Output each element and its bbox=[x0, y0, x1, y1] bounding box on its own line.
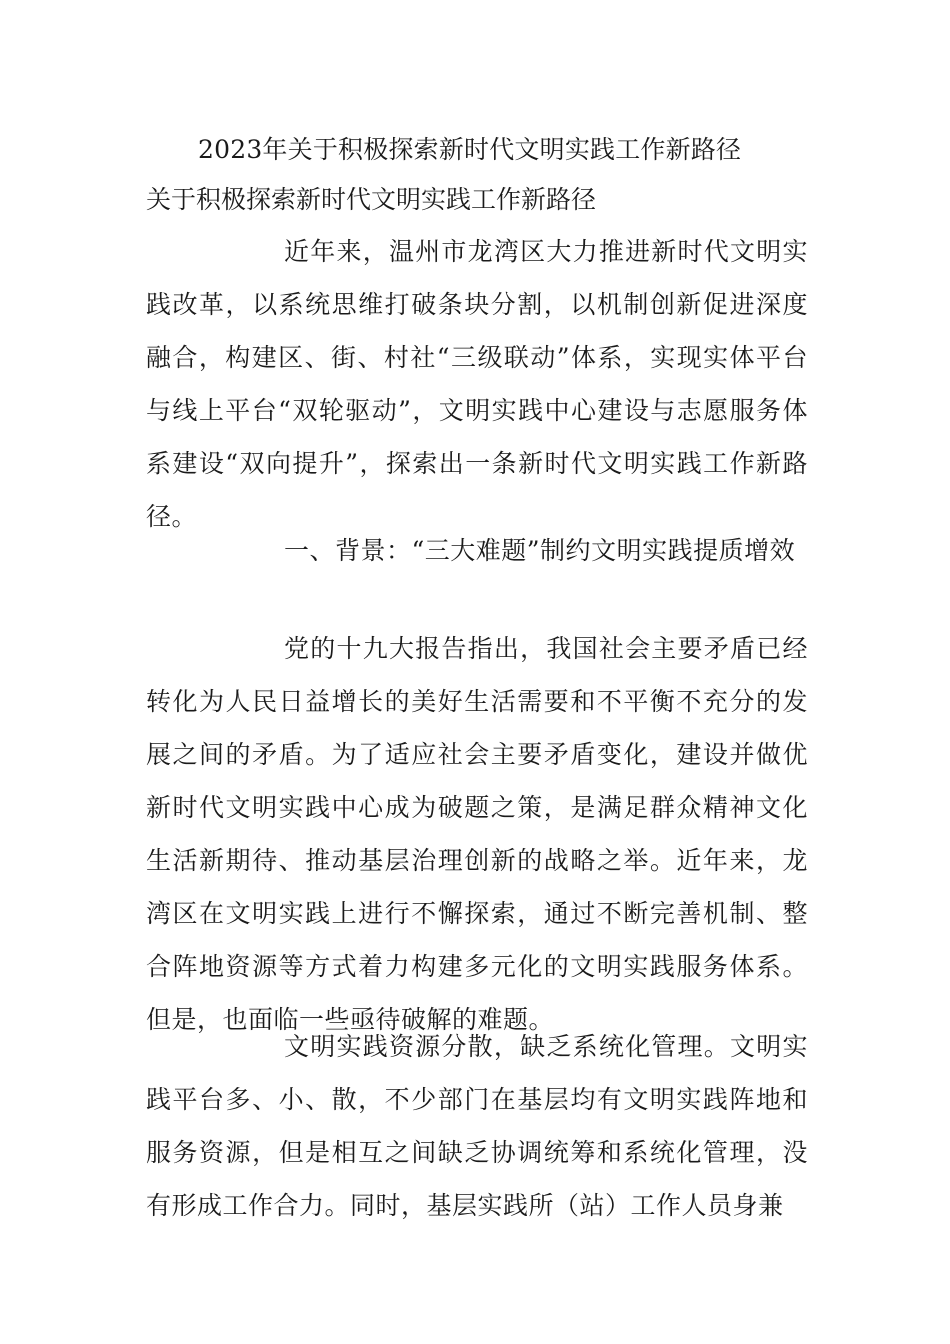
paragraph-intro: 近年来，温州市龙湾区大力推进新时代文明实践改革，以系统思维打破条块分割，以机制创新促进深度融合，构建区、街、村社“三级联动”体系，实现实体平台与线上平台“双轮驱动”，文明实践中心建设与志愿服务体系建设“双向提升”，探索出一条新时代文明实践工作新路径。 bbox=[146, 237, 808, 531]
document-subtitle: 关于积极探索新时代文明实践工作新路径 bbox=[146, 185, 597, 214]
paragraph-resources: 文明实践资源分散，缺乏系统化管理。文明实践平台多、小、散，不少部门在基层均有文明实践阵地和服务资源，但是相互之间缺乏协调统筹和系统化管理，没有形成工作合力。同时，基层实践所（站）工作人员身兼 bbox=[146, 1032, 808, 1220]
document-title: 2023年关于积极探索新时代文明实践工作新路径 bbox=[198, 135, 742, 164]
section-heading-background: 一、背景：“三大难题”制约文明实践提质增效 bbox=[284, 536, 796, 565]
paragraph-background: 党的十九大报告指出，我国社会主要矛盾已经转化为人民日益增长的美好生活需要和不平衡不充分的发展之间的矛盾。为了适应社会主要矛盾变化，建设并做优新时代文明实践中心成为破题之策，是满足群众精神文化生活新期待、推动基层治理创新的战略之举。近年来，龙湾区在文明实践上进行不懈探索，通过不断完善机制、整合阵地资源等方式着力构建多元化的文明实践服务体系。但是，也面临一些亟待破解的难题。 bbox=[146, 634, 808, 1034]
